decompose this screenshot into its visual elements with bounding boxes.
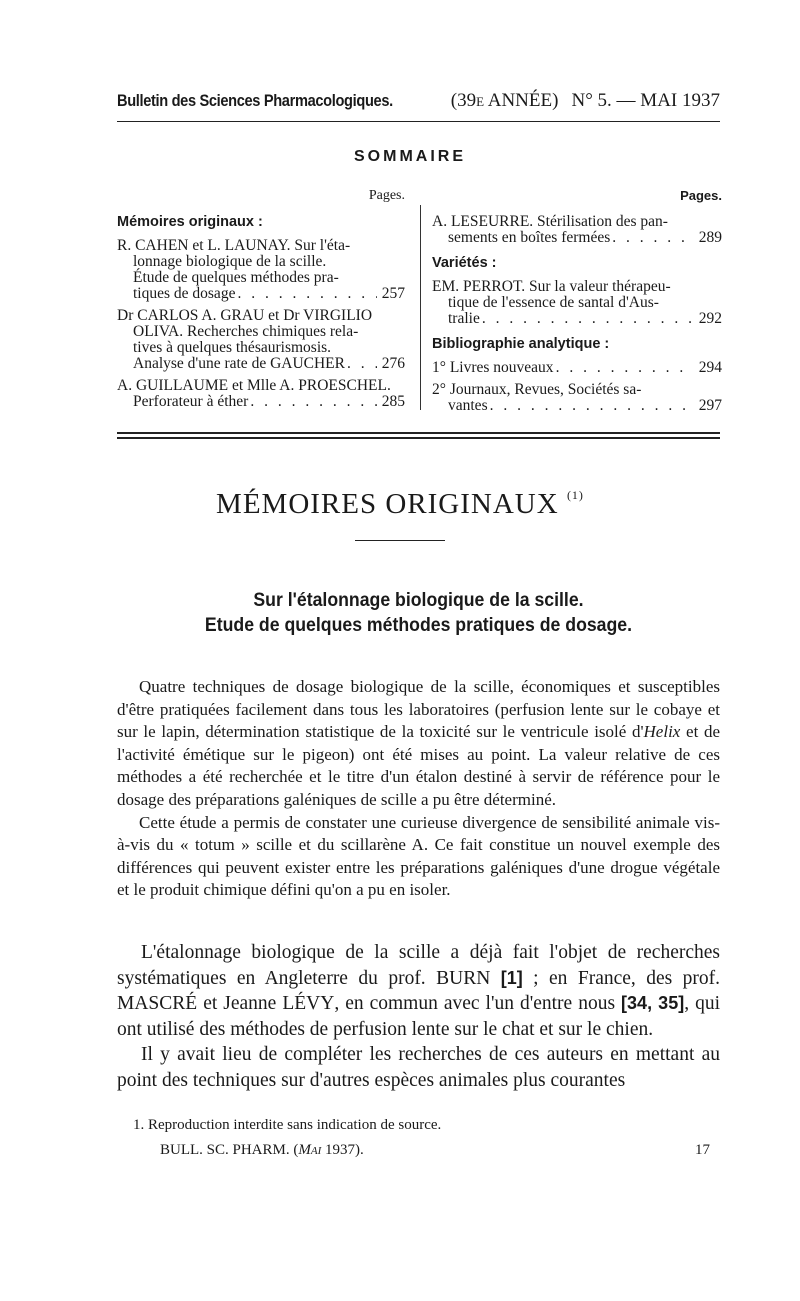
toc-line: Perforateur à éther (133, 393, 249, 410)
page-footer (160, 1142, 710, 1159)
toc-line: A. GUILLAUME et Mlle A. PROESCHEL. (117, 377, 391, 394)
toc-heading-bibliographie: Bibliographie analytique : (432, 336, 610, 352)
pages-label: Pages. (680, 188, 722, 203)
toc-line: Dr CARLOS A. GRAU et Dr VIRGILIO (117, 307, 373, 324)
abstract-paragraph: Quatre techniques de dosage biologique de la scille, économiques et susceptibles d'être pratiquées facilement dans tous les laboratoires (perfusion lente sur le cobaye et sur le lapin, détermination statistique de la toxicité sur le ventricule isolé d'Helix et de l'activité émétique sur le pigeon) ont été mises au point. La valeur relative de ces méthodes a été recherchée et le titre d'un étalon destiné à servir de référence pour le dosage des préparations galéniques de scille a pu être déterminé. (117, 677, 720, 809)
toc-line: 2° Journaux, Revues, Sociétés sa- (432, 381, 642, 398)
toc-page-number: 289 (698, 229, 722, 246)
article-body (117, 940, 720, 1093)
title-rule (355, 540, 445, 541)
toc-line: tralie (448, 310, 480, 327)
toc-page-number: 294 (698, 359, 722, 376)
toc-heading-varietes: Variétés : (432, 255, 497, 271)
sommaire-title: SOMMAIRE (354, 148, 466, 165)
toc-entry (117, 308, 405, 372)
abstract-paragraph: Cette étude a permis de constater une curieuse divergence de sensibilité animale vis-à-vis du « totum » scille et du scillarène A. Ce fait constitue un nouvel exemple des différences qui peuvent exister entre les préparations galéniques d'une drogue végétale et le produit chimique défini qu'on a pu en isoler. (117, 812, 720, 900)
toc-line: vantes (448, 397, 488, 414)
separator-rule (117, 432, 720, 434)
abstract (117, 676, 720, 902)
toc-page-number: 297 (698, 397, 722, 414)
toc-entry (432, 382, 722, 414)
citation-ref: [34, 35] (621, 993, 685, 1013)
citation-ref: [1] (500, 967, 523, 988)
toc-page-number: 276 (381, 355, 405, 372)
running-header (117, 90, 720, 118)
body-paragraph: Il y avait lieu de compléter les recherches de ces auteurs en mettant au point des techniques sur d'autres espèces animales plus courantes (117, 1044, 720, 1091)
pages-label: Pages. (368, 188, 405, 203)
toc-line: tives à quelques thésaurismosis. (133, 339, 332, 356)
toc-line: A. LESEURRE. Stérilisation des pan- (432, 213, 668, 230)
toc-page-number: 292 (698, 310, 722, 327)
year-label: (39e ANNÉE) (450, 90, 559, 111)
section-title: MÉMOIRES ORIGINAUX $^{(1)}$ (216, 488, 584, 520)
journal-name: Bulletin des Sciences Pharmacologiques. (117, 91, 393, 110)
toc-line: Étude de quelques méthodes pra- (133, 269, 339, 286)
toc-line: Analyse d'une rate de GAUCHER (133, 355, 345, 372)
toc-line: sements en boîtes fermées (448, 229, 611, 246)
footnote-mark: (1) (566, 488, 584, 502)
toc-entry (117, 238, 405, 302)
toc-page-number: 257 (381, 285, 405, 302)
author-mascre: MASCRÉ (117, 993, 198, 1014)
author-burn: BURN (436, 967, 491, 989)
toc-left-column (117, 188, 405, 413)
toc-line: R. CAHEN et L. LAUNAY. Sur l'éta- (117, 237, 351, 254)
toc-entry (432, 279, 722, 327)
author-levy: LÉVY (282, 993, 335, 1014)
issue-label: N° 5. — MAI 1937 (571, 90, 720, 111)
header-rule (117, 121, 720, 122)
toc-entry (432, 360, 722, 376)
citation-footer: BULL. SC. PHARM. (Mai 1937). (160, 1142, 364, 1158)
body-paragraph: L'étalonnage biologique de la scille a déjà fait l'objet de recherches systématiques en Angleterre du prof. BURN [1] ; en France, des prof. MASCRÉ et Jeanne LÉVY, en commun avec l'un d'entre nous [34, 35], qui ont utilisé des méthodes de perfusion lente sur le chat et sur le chien. (117, 942, 721, 1040)
toc-line: EM. PERROT. Sur la valeur thérapeu- (432, 278, 671, 295)
toc-column-divider (420, 205, 421, 410)
toc-line: OLIVA. Recherches chimiques rela- (133, 323, 359, 340)
toc-line: tique de l'essence de santal d'Aus- (448, 294, 659, 311)
toc-line: tiques de dosage (133, 285, 236, 302)
article-title: Sur l'étalonnage biologique de la scille. Etude de quelques méthodes pratiques de dosage. (204, 590, 633, 636)
toc-heading-memoires: Mémoires originaux : (117, 214, 263, 230)
toc-line: lonnage biologique de la scille. (133, 253, 327, 270)
toc-line: 1° Livres nouveaux (432, 359, 554, 376)
toc-entry (117, 378, 405, 410)
toc-entry (432, 214, 722, 246)
toc-page-number: 285 (381, 393, 405, 410)
footnote: 1. Reproduction interdite sans indication de source. (133, 1117, 442, 1133)
separator-rule (117, 437, 720, 439)
sheet-number: 17 (695, 1142, 710, 1158)
toc-right-column (432, 188, 722, 417)
